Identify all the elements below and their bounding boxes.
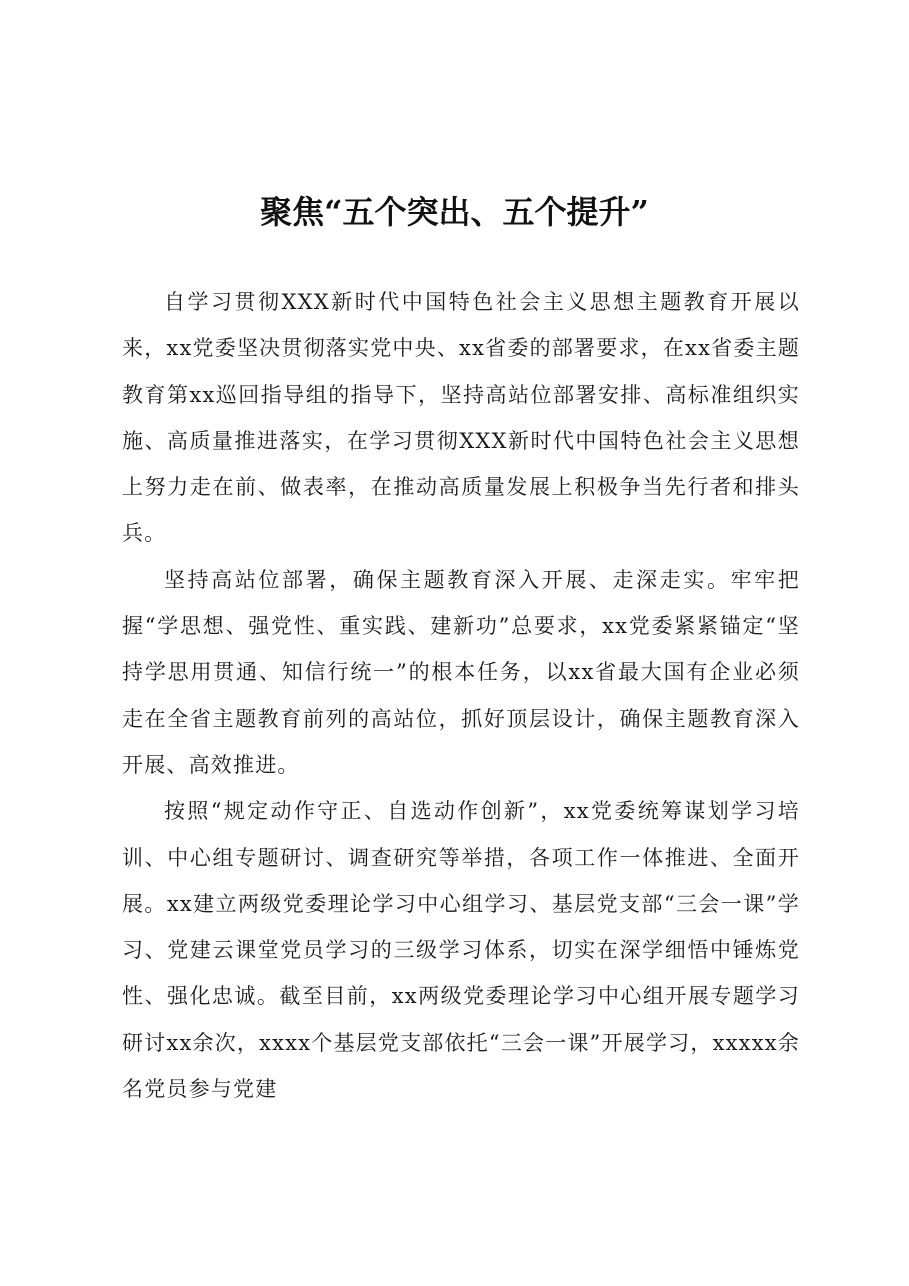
paragraph: 按照“规定动作守正、自选动作创新”，xx党委统筹谋划学习培训、中心组专题研讨、调查研究等举措，各项工作一体推进、全面开展。xx建立两级党委理论学习中心组学习、基层党支部“三会一课”学习、党建云课堂党员学习的三级学习体系，切实在深学细悟中锤炼党性、强化忠诚。截至目前，xx两级党委理论学习中心组开展专题学习研讨xx余次，xxxx个基层党支部依托“三会一课”开展学习，xxxxx余名党员参与党建 xyxy=(122,799,800,1102)
document-body xyxy=(122,279,800,1112)
document-title: 聚焦“五个突出、五个提升” xyxy=(260,193,649,231)
paragraph: 自学习贯彻XXX新时代中国特色社会主义思想主题教育开展以来，xx党委坚决贯彻落实党中央、xx省委的部署要求，在xx省委主题教育第xx巡回指导组的指导下，坚持高站位部署安排、高标准组织实施、高质量推进落实，在学习贯彻XXX新时代中国特色社会主义思想上努力走在前、做表率，在推动高质量发展上积极争当先行者和排头兵。 xyxy=(122,290,800,546)
paragraph: 坚持高站位部署，确保主题教育深入开展、走深走实。牢牢把握“学思想、强党性、重实践、建新功”总要求，xx党委紧紧锚定“坚持学思用贯通、知信行统一”的根本任务，以xx省最大国有企业必须走在全省主题教育前列的高站位，抓好顶层设计，确保主题教育深入开展、高效推进。 xyxy=(122,567,800,777)
